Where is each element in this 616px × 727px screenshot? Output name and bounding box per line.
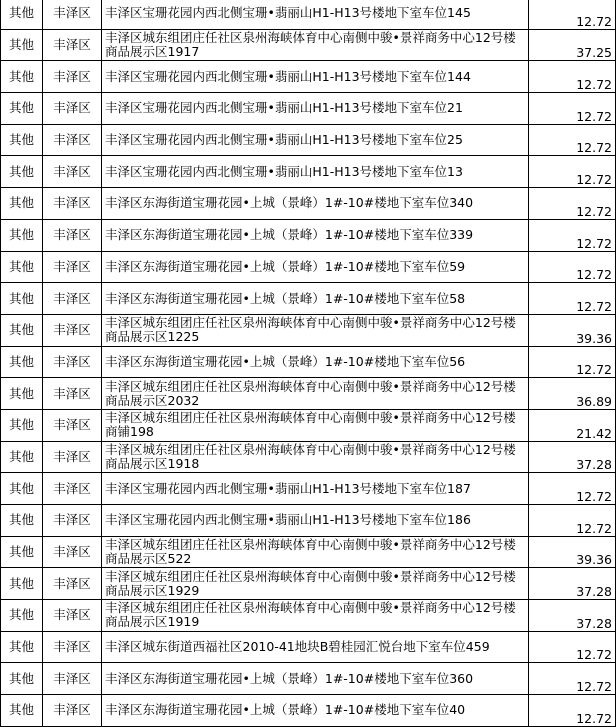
area-cell: 21.42: [529, 409, 616, 441]
address-cell: 丰泽区城东组团庄任社区泉州海峡体育中心南侧中骏•景祥商务中心12号楼商品展示区1225: [102, 314, 529, 346]
type-cell: 其他: [1, 0, 43, 29]
district-cell: 丰泽区: [43, 314, 102, 346]
district-cell: 丰泽区: [43, 0, 102, 29]
type-cell: 其他: [1, 283, 43, 315]
address-cell: 丰泽区城东组团庄任社区泉州海峡体育中心南侧中骏•景祥商务中心12号楼商品展示区2032: [102, 378, 529, 410]
table-body: [1, 0, 616, 726]
area-cell: 12.72: [529, 156, 616, 188]
table-row: [1, 283, 616, 315]
district-cell: 丰泽区: [43, 283, 102, 315]
area-cell: 12.72: [529, 0, 616, 29]
type-cell: 其他: [1, 505, 43, 537]
address-cell: 丰泽区宝珊花园内西北侧宝珊•翡丽山H1-H13号楼地下室车位186: [102, 505, 529, 537]
type-cell: 其他: [1, 61, 43, 93]
district-cell: 丰泽区: [43, 61, 102, 93]
area-cell: 37.28: [529, 568, 616, 600]
type-cell: 其他: [1, 29, 43, 61]
district-cell: 丰泽区: [43, 29, 102, 61]
type-cell: 其他: [1, 219, 43, 251]
area-cell: 12.72: [529, 219, 616, 251]
district-cell: 丰泽区: [43, 124, 102, 156]
type-cell: 其他: [1, 188, 43, 220]
area-cell: 12.72: [529, 251, 616, 283]
type-cell: 其他: [1, 663, 43, 695]
area-cell: 12.72: [529, 61, 616, 93]
district-cell: 丰泽区: [43, 631, 102, 663]
table-row: [1, 124, 616, 156]
type-cell: 其他: [1, 378, 43, 410]
table-row: [1, 251, 616, 283]
table-row: [1, 505, 616, 537]
area-cell: 12.72: [529, 93, 616, 125]
district-cell: 丰泽区: [43, 441, 102, 473]
type-cell: 其他: [1, 473, 43, 505]
address-cell: 丰泽区宝珊花园内西北侧宝珊•翡丽山H1-H13号楼地下室车位13: [102, 156, 529, 188]
type-cell: 其他: [1, 93, 43, 125]
area-cell: 12.72: [529, 695, 616, 727]
table-row: [1, 600, 616, 632]
address-cell: 丰泽区城东组团庄任社区泉州海峡体育中心南侧中骏•景祥商务中心12号楼商品展示区1919: [102, 600, 529, 632]
area-cell: 12.72: [529, 124, 616, 156]
address-cell: 丰泽区东海街道宝珊花园•上城（景峰）1#-10#楼地下室车位56: [102, 346, 529, 378]
table-row: [1, 93, 616, 125]
table-row: [1, 409, 616, 441]
type-cell: 其他: [1, 600, 43, 632]
type-cell: 其他: [1, 695, 43, 727]
area-cell: 12.72: [529, 473, 616, 505]
address-cell: 丰泽区宝珊花园内西北侧宝珊•翡丽山H1-H13号楼地下室车位187: [102, 473, 529, 505]
address-cell: 丰泽区宝珊花园内西北侧宝珊•翡丽山H1-H13号楼地下室车位21: [102, 93, 529, 125]
table-row: [1, 663, 616, 695]
district-cell: 丰泽区: [43, 251, 102, 283]
address-cell: 丰泽区城东组团庄任社区泉州海峡体育中心南侧中骏•景祥商务中心12号楼商品展示区1918: [102, 441, 529, 473]
area-cell: 37.25: [529, 29, 616, 61]
type-cell: 其他: [1, 156, 43, 188]
address-cell: 丰泽区东海街道宝珊花园•上城（景峰）1#-10#楼地下室车位339: [102, 219, 529, 251]
district-cell: 丰泽区: [43, 156, 102, 188]
table-row: [1, 346, 616, 378]
district-cell: 丰泽区: [43, 663, 102, 695]
type-cell: 其他: [1, 568, 43, 600]
table-row: [1, 29, 616, 61]
table-row: [1, 631, 616, 663]
area-cell: 36.89: [529, 378, 616, 410]
address-cell: 丰泽区城东组团庄任社区泉州海峡体育中心南侧中骏•景祥商务中心12号楼商品展示区1917: [102, 29, 529, 61]
type-cell: 其他: [1, 441, 43, 473]
address-cell: 丰泽区东海街道宝珊花园•上城（景峰）1#-10#楼地下室车位58: [102, 283, 529, 315]
table-row: [1, 568, 616, 600]
type-cell: 其他: [1, 631, 43, 663]
district-cell: 丰泽区: [43, 536, 102, 568]
district-cell: 丰泽区: [43, 346, 102, 378]
address-cell: 丰泽区东海街道宝珊花园•上城（景峰）1#-10#楼地下室车位40: [102, 695, 529, 727]
area-cell: 12.72: [529, 663, 616, 695]
address-cell: 丰泽区宝珊花园内西北侧宝珊•翡丽山H1-H13号楼地下室车位25: [102, 124, 529, 156]
table-row: [1, 219, 616, 251]
address-cell: 丰泽区城东组团庄任社区泉州海峡体育中心南侧中骏•景祥商务中心12号楼商品展示区1929: [102, 568, 529, 600]
type-cell: 其他: [1, 346, 43, 378]
table-row: [1, 378, 616, 410]
table-row: [1, 473, 616, 505]
area-cell: 12.72: [529, 505, 616, 537]
area-cell: 12.72: [529, 346, 616, 378]
area-cell: 39.36: [529, 314, 616, 346]
district-cell: 丰泽区: [43, 409, 102, 441]
table-row: [1, 314, 616, 346]
type-cell: 其他: [1, 314, 43, 346]
district-cell: 丰泽区: [43, 600, 102, 632]
table-row: [1, 536, 616, 568]
type-cell: 其他: [1, 536, 43, 568]
district-cell: 丰泽区: [43, 695, 102, 727]
table-row: [1, 188, 616, 220]
address-cell: 丰泽区宝珊花园内西北侧宝珊•翡丽山H1-H13号楼地下室车位145: [102, 0, 529, 29]
district-cell: 丰泽区: [43, 473, 102, 505]
address-cell: 丰泽区东海街道宝珊花园•上城（景峰）1#-10#楼地下室车位360: [102, 663, 529, 695]
area-cell: 12.72: [529, 631, 616, 663]
address-cell: 丰泽区城东街道西福社区2010-41地块B碧桂园汇悦台地下室车位459: [102, 631, 529, 663]
address-cell: 丰泽区宝珊花园内西北侧宝珊•翡丽山H1-H13号楼地下室车位144: [102, 61, 529, 93]
address-cell: 丰泽区东海街道宝珊花园•上城（景峰）1#-10#楼地下室车位340: [102, 188, 529, 220]
table-row: [1, 61, 616, 93]
area-cell: 12.72: [529, 188, 616, 220]
address-cell: 丰泽区东海街道宝珊花园•上城（景峰）1#-10#楼地下室车位59: [102, 251, 529, 283]
area-cell: 37.28: [529, 600, 616, 632]
district-cell: 丰泽区: [43, 219, 102, 251]
address-cell: 丰泽区城东组团庄任社区泉州海峡体育中心南侧中骏•景祥商务中心12号楼商品展示区522: [102, 536, 529, 568]
district-cell: 丰泽区: [43, 93, 102, 125]
table-row: [1, 441, 616, 473]
type-cell: 其他: [1, 124, 43, 156]
district-cell: 丰泽区: [43, 188, 102, 220]
district-cell: 丰泽区: [43, 378, 102, 410]
table-row: [1, 695, 616, 727]
address-cell: 丰泽区城东组团庄任社区泉州海峡体育中心南侧中骏•景祥商务中心12号楼商铺198: [102, 409, 529, 441]
table-row: [1, 0, 616, 29]
district-cell: 丰泽区: [43, 568, 102, 600]
area-cell: 39.36: [529, 536, 616, 568]
table-row: [1, 156, 616, 188]
area-cell: 12.72: [529, 283, 616, 315]
type-cell: 其他: [1, 409, 43, 441]
district-cell: 丰泽区: [43, 505, 102, 537]
type-cell: 其他: [1, 251, 43, 283]
area-cell: 37.28: [529, 441, 616, 473]
